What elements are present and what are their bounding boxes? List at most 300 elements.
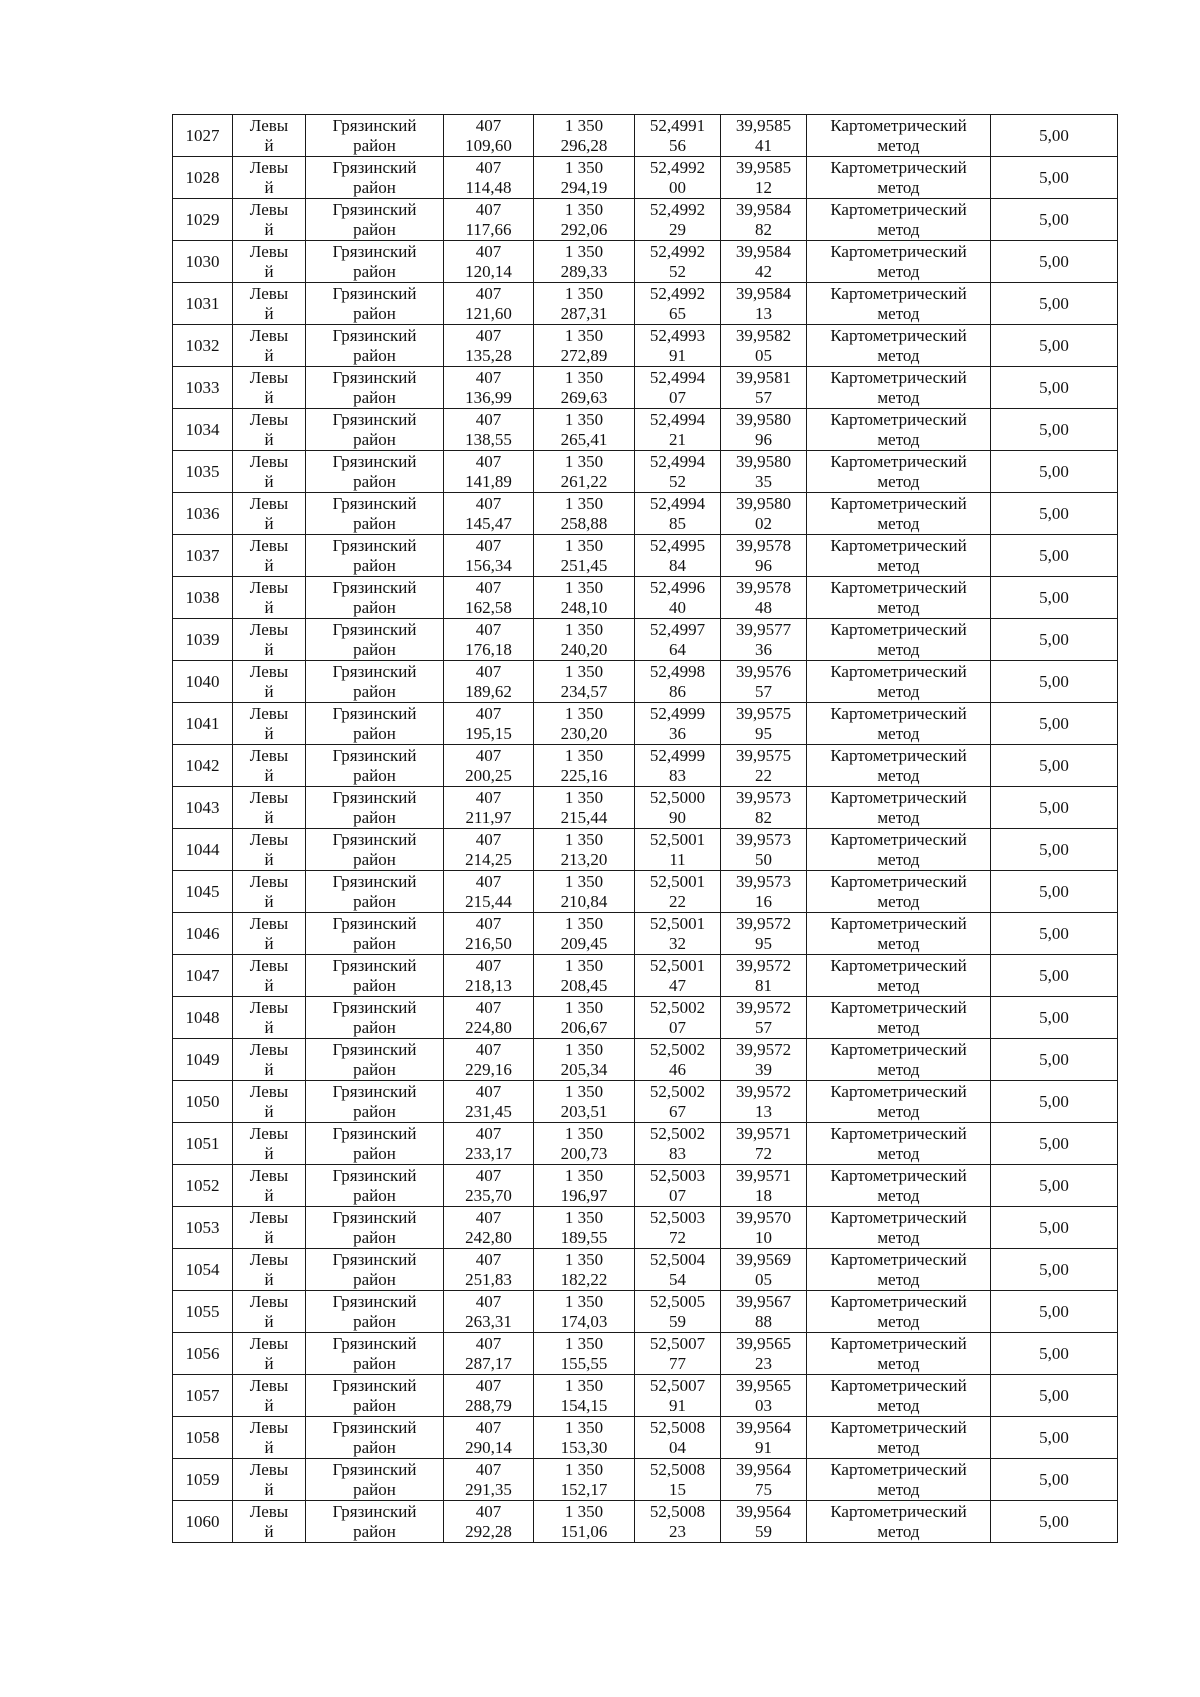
longitude-cell-line: 39,9575: [735, 703, 792, 723]
longitude-cell-line: 39,9573: [735, 829, 792, 849]
latitude-cell-line: 23: [669, 1521, 686, 1541]
y-coordinate-cell-line: 154,15: [560, 1395, 608, 1415]
table-row: [173, 661, 1118, 703]
y-coordinate-cell-line: 1 350: [564, 745, 604, 765]
accuracy-cell: 5,00: [991, 703, 1118, 745]
method-cell-line: Картометрический: [830, 661, 967, 681]
district-cell-line: Грязинский: [332, 745, 417, 765]
x-coordinate-cell: [444, 1039, 534, 1081]
longitude-cell-line: 05: [755, 345, 772, 365]
method-cell-line: Картометрический: [830, 325, 967, 345]
longitude-cell-line: 39,9569: [735, 1249, 792, 1269]
method-cell-line: Картометрический: [830, 1165, 967, 1185]
district-cell-line: район: [353, 891, 396, 911]
district-cell-line: район: [353, 849, 396, 869]
side-cell-line: Левы: [249, 325, 289, 345]
latitude-cell-line: 59: [669, 1311, 686, 1331]
point-number-cell: 1027: [173, 115, 233, 157]
method-cell-line: Картометрический: [830, 703, 967, 723]
point-number-cell: 1035: [173, 451, 233, 493]
side-cell: [233, 997, 306, 1039]
longitude-cell-line: 39,9581: [735, 367, 792, 387]
x-coordinate-cell-line: 156,34: [465, 555, 512, 575]
latitude-cell-line: 04: [669, 1437, 686, 1457]
longitude-cell-line: 02: [755, 513, 772, 533]
side-cell-line: Левы: [249, 871, 289, 891]
y-coordinate-cell: [534, 745, 635, 787]
latitude-cell-line: 52,5007: [649, 1375, 706, 1395]
y-coordinate-cell-line: 294,19: [560, 177, 608, 197]
longitude-cell-line: 96: [755, 429, 772, 449]
point-number-cell: 1038: [173, 577, 233, 619]
method-cell: [807, 871, 991, 913]
latitude-cell-line: 07: [669, 1185, 686, 1205]
district-cell: [306, 1081, 444, 1123]
y-coordinate-cell-line: 1 350: [564, 913, 604, 933]
district-cell: [306, 115, 444, 157]
latitude-cell-line: 83: [669, 1143, 686, 1163]
latitude-cell: [635, 955, 721, 997]
latitude-cell-line: 47: [669, 975, 686, 995]
x-coordinate-cell-line: 407: [475, 1123, 502, 1143]
method-cell-line: Картометрический: [830, 409, 967, 429]
point-number-cell: 1036: [173, 493, 233, 535]
table-row: [173, 451, 1118, 493]
latitude-cell-line: 90: [669, 807, 686, 827]
side-cell-line: й: [264, 387, 274, 407]
latitude-cell-line: 52: [669, 471, 686, 491]
y-coordinate-cell-line: 174,03: [560, 1311, 608, 1331]
table-row: [173, 1165, 1118, 1207]
x-coordinate-cell-line: 231,45: [465, 1101, 512, 1121]
method-cell: [807, 367, 991, 409]
side-cell-line: й: [264, 765, 274, 785]
side-cell-line: Левы: [249, 493, 289, 513]
x-coordinate-cell-line: 235,70: [465, 1185, 512, 1205]
x-coordinate-cell-line: 224,80: [465, 1017, 512, 1037]
y-coordinate-cell-line: 1 350: [564, 577, 604, 597]
x-coordinate-cell-line: 291,35: [465, 1479, 512, 1499]
latitude-cell-line: 83: [669, 765, 686, 785]
y-coordinate-cell: [534, 1291, 635, 1333]
side-cell-line: й: [264, 1311, 274, 1331]
x-coordinate-cell-line: 407: [475, 409, 502, 429]
latitude-cell-line: 56: [669, 135, 686, 155]
y-coordinate-cell: [534, 997, 635, 1039]
x-coordinate-cell-line: 215,44: [465, 891, 512, 911]
district-cell-line: Грязинский: [332, 703, 417, 723]
method-cell-line: метод: [877, 1521, 920, 1541]
y-coordinate-cell-line: 1 350: [564, 115, 604, 135]
longitude-cell-line: 05: [755, 1269, 772, 1289]
x-coordinate-cell-line: 407: [475, 1291, 502, 1311]
x-coordinate-cell: [444, 1333, 534, 1375]
x-coordinate-cell-line: 407: [475, 115, 502, 135]
latitude-cell-line: 91: [669, 345, 686, 365]
table-row: [173, 1039, 1118, 1081]
accuracy-cell: 5,00: [991, 283, 1118, 325]
x-coordinate-cell-line: 407: [475, 493, 502, 513]
accuracy-cell: 5,00: [991, 913, 1118, 955]
district-cell-line: Грязинский: [332, 493, 417, 513]
district-cell-line: Грязинский: [332, 1039, 417, 1059]
district-cell-line: Грязинский: [332, 1291, 417, 1311]
side-cell: [233, 1375, 306, 1417]
latitude-cell: [635, 241, 721, 283]
latitude-cell-line: 52,5002: [649, 1081, 706, 1101]
longitude-cell: [721, 283, 807, 325]
method-cell-line: Картометрический: [830, 1333, 967, 1353]
longitude-cell-line: 39,9564: [735, 1501, 792, 1521]
side-cell: [233, 703, 306, 745]
latitude-cell-line: 54: [669, 1269, 686, 1289]
table-row: [173, 577, 1118, 619]
latitude-cell-line: 52,5002: [649, 997, 706, 1017]
point-number-cell: 1031: [173, 283, 233, 325]
method-cell-line: Картометрический: [830, 283, 967, 303]
method-cell: [807, 955, 991, 997]
y-coordinate-cell-line: 210,84: [560, 891, 608, 911]
x-coordinate-cell: [444, 1501, 534, 1543]
district-cell: [306, 157, 444, 199]
table-row: [173, 955, 1118, 997]
method-cell-line: Картометрический: [830, 577, 967, 597]
side-cell-line: й: [264, 1101, 274, 1121]
district-cell: [306, 577, 444, 619]
x-coordinate-cell-line: 211,97: [465, 807, 512, 827]
longitude-cell: [721, 1081, 807, 1123]
district-cell-line: Грязинский: [332, 1123, 417, 1143]
y-coordinate-cell-line: 209,45: [560, 933, 608, 953]
x-coordinate-cell: [444, 535, 534, 577]
method-cell-line: метод: [877, 177, 920, 197]
latitude-cell: [635, 577, 721, 619]
latitude-cell-line: 11: [669, 849, 686, 869]
y-coordinate-cell-line: 261,22: [560, 471, 608, 491]
latitude-cell-line: 84: [669, 555, 686, 575]
longitude-cell: [721, 115, 807, 157]
district-cell-line: район: [353, 1143, 396, 1163]
x-coordinate-cell-line: 138,55: [465, 429, 512, 449]
side-cell-line: Левы: [249, 1333, 289, 1353]
side-cell-line: Левы: [249, 409, 289, 429]
latitude-cell-line: 52,5007: [649, 1333, 706, 1353]
district-cell-line: район: [353, 1017, 396, 1037]
method-cell: [807, 661, 991, 703]
point-number-cell: 1053: [173, 1207, 233, 1249]
accuracy-cell: 5,00: [991, 1165, 1118, 1207]
side-cell: [233, 1459, 306, 1501]
accuracy-cell: 5,00: [991, 997, 1118, 1039]
latitude-cell-line: 52,4992: [649, 199, 706, 219]
table-row: [173, 619, 1118, 661]
method-cell-line: метод: [877, 597, 920, 617]
side-cell-line: й: [264, 555, 274, 575]
side-cell-line: й: [264, 1227, 274, 1247]
latitude-cell-line: 52,5004: [649, 1249, 706, 1269]
x-coordinate-cell-line: 176,18: [465, 639, 512, 659]
longitude-cell-line: 82: [755, 219, 772, 239]
latitude-cell-line: 52,4997: [649, 619, 706, 639]
side-cell-line: й: [264, 1479, 274, 1499]
y-coordinate-cell: [534, 1207, 635, 1249]
latitude-cell: [635, 1039, 721, 1081]
side-cell-line: й: [264, 345, 274, 365]
table-row: [173, 1459, 1118, 1501]
side-cell-line: Левы: [249, 1249, 289, 1269]
side-cell-line: й: [264, 177, 274, 197]
district-cell: [306, 787, 444, 829]
x-coordinate-cell: [444, 1165, 534, 1207]
x-coordinate-cell: [444, 1375, 534, 1417]
method-cell-line: метод: [877, 891, 920, 911]
method-cell-line: Картометрический: [830, 619, 967, 639]
x-coordinate-cell: [444, 367, 534, 409]
y-coordinate-cell-line: 1 350: [564, 871, 604, 891]
method-cell: [807, 115, 991, 157]
x-coordinate-cell: [444, 829, 534, 871]
point-number-cell: 1056: [173, 1333, 233, 1375]
district-cell: [306, 955, 444, 997]
latitude-cell: [635, 1081, 721, 1123]
longitude-cell-line: 39,9580: [735, 493, 792, 513]
side-cell-line: Левы: [249, 157, 289, 177]
method-cell-line: Картометрический: [830, 1501, 967, 1521]
method-cell-line: Картометрический: [830, 493, 967, 513]
latitude-cell-line: 52,4998: [649, 661, 706, 681]
x-coordinate-cell-line: 407: [475, 703, 502, 723]
longitude-cell-line: 39,9572: [735, 913, 792, 933]
method-cell: [807, 1081, 991, 1123]
x-coordinate-cell-line: 135,28: [465, 345, 512, 365]
longitude-cell-line: 50: [755, 849, 772, 869]
latitude-cell-line: 52: [669, 261, 686, 281]
district-cell-line: Грязинский: [332, 1165, 417, 1185]
district-cell-line: район: [353, 177, 396, 197]
x-coordinate-cell-line: 407: [475, 661, 502, 681]
side-cell: [233, 619, 306, 661]
method-cell-line: метод: [877, 555, 920, 575]
longitude-cell-line: 42: [755, 261, 772, 281]
district-cell-line: район: [353, 975, 396, 995]
longitude-cell-line: 39,9565: [735, 1375, 792, 1395]
x-coordinate-cell-line: 233,17: [465, 1143, 512, 1163]
y-coordinate-cell: [534, 535, 635, 577]
longitude-cell-line: 13: [755, 303, 772, 323]
accuracy-cell: 5,00: [991, 1333, 1118, 1375]
y-coordinate-cell-line: 269,63: [560, 387, 608, 407]
method-cell-line: метод: [877, 471, 920, 491]
method-cell-line: метод: [877, 1143, 920, 1163]
longitude-cell-line: 36: [755, 639, 772, 659]
y-coordinate-cell-line: 1 350: [564, 829, 604, 849]
method-cell-line: Картометрический: [830, 1081, 967, 1101]
district-cell-line: Грязинский: [332, 619, 417, 639]
district-cell: [306, 745, 444, 787]
side-cell-line: Левы: [249, 955, 289, 975]
latitude-cell-line: 91: [669, 1395, 686, 1415]
side-cell-line: Левы: [249, 913, 289, 933]
longitude-cell-line: 82: [755, 807, 772, 827]
side-cell-line: Левы: [249, 1207, 289, 1227]
side-cell-line: й: [264, 1353, 274, 1373]
latitude-cell-line: 52,5001: [649, 871, 706, 891]
y-coordinate-cell: [534, 241, 635, 283]
longitude-cell-line: 39,9576: [735, 661, 792, 681]
method-cell-line: Картометрический: [830, 367, 967, 387]
accuracy-cell: 5,00: [991, 199, 1118, 241]
x-coordinate-cell-line: 407: [475, 787, 502, 807]
district-cell-line: Грязинский: [332, 283, 417, 303]
method-cell-line: метод: [877, 1437, 920, 1457]
y-coordinate-cell-line: 230,20: [560, 723, 608, 743]
x-coordinate-cell-line: 288,79: [465, 1395, 512, 1415]
longitude-cell-line: 39,9580: [735, 409, 792, 429]
side-cell-line: Левы: [249, 367, 289, 387]
side-cell-line: й: [264, 1143, 274, 1163]
y-coordinate-cell-line: 1 350: [564, 1249, 604, 1269]
point-number-cell: 1058: [173, 1417, 233, 1459]
side-cell-line: Левы: [249, 451, 289, 471]
side-cell-line: Левы: [249, 1291, 289, 1311]
longitude-cell: [721, 241, 807, 283]
x-coordinate-cell: [444, 493, 534, 535]
method-cell: [807, 787, 991, 829]
method-cell-line: Картометрический: [830, 1249, 967, 1269]
side-cell-line: й: [264, 1059, 274, 1079]
district-cell-line: район: [353, 1479, 396, 1499]
district-cell-line: Грязинский: [332, 1081, 417, 1101]
y-coordinate-cell: [534, 1081, 635, 1123]
y-coordinate-cell-line: 296,28: [560, 135, 608, 155]
table-row: [173, 829, 1118, 871]
district-cell: [306, 493, 444, 535]
x-coordinate-cell-line: 407: [475, 535, 502, 555]
side-cell-line: й: [264, 261, 274, 281]
side-cell-line: Левы: [249, 787, 289, 807]
accuracy-cell: 5,00: [991, 451, 1118, 493]
side-cell-line: Левы: [249, 241, 289, 261]
x-coordinate-cell-line: 200,25: [465, 765, 512, 785]
accuracy-cell: 5,00: [991, 577, 1118, 619]
latitude-cell: [635, 1417, 721, 1459]
latitude-cell-line: 52,4999: [649, 703, 706, 723]
district-cell-line: район: [353, 387, 396, 407]
district-cell-line: Грязинский: [332, 115, 417, 135]
district-cell: [306, 535, 444, 577]
district-cell-line: Грязинский: [332, 871, 417, 891]
method-cell-line: Картометрический: [830, 1039, 967, 1059]
latitude-cell-line: 15: [669, 1479, 686, 1499]
y-coordinate-cell-line: 272,89: [560, 345, 608, 365]
longitude-cell: [721, 997, 807, 1039]
method-cell: [807, 619, 991, 661]
method-cell-line: метод: [877, 1059, 920, 1079]
x-coordinate-cell-line: 407: [475, 325, 502, 345]
method-cell-line: Картометрический: [830, 997, 967, 1017]
method-cell-line: метод: [877, 429, 920, 449]
x-coordinate-cell: [444, 955, 534, 997]
latitude-cell: [635, 157, 721, 199]
side-cell: [233, 451, 306, 493]
method-cell-line: метод: [877, 1227, 920, 1247]
longitude-cell-line: 39,9572: [735, 1081, 792, 1101]
district-cell: [306, 241, 444, 283]
x-coordinate-cell: [444, 997, 534, 1039]
longitude-cell-line: 39,9571: [735, 1123, 792, 1143]
point-number-cell: 1050: [173, 1081, 233, 1123]
method-cell-line: метод: [877, 303, 920, 323]
longitude-cell-line: 95: [755, 723, 772, 743]
x-coordinate-cell-line: 136,99: [465, 387, 512, 407]
latitude-cell: [635, 115, 721, 157]
side-cell-line: Левы: [249, 997, 289, 1017]
side-cell: [233, 1501, 306, 1543]
longitude-cell-line: 96: [755, 555, 772, 575]
longitude-cell-line: 39,9564: [735, 1417, 792, 1437]
side-cell: [233, 913, 306, 955]
point-number-cell: 1046: [173, 913, 233, 955]
method-cell: [807, 199, 991, 241]
side-cell-line: й: [264, 513, 274, 533]
district-cell-line: район: [353, 513, 396, 533]
district-cell: [306, 1123, 444, 1165]
district-cell-line: Грязинский: [332, 157, 417, 177]
accuracy-cell: 5,00: [991, 661, 1118, 703]
accuracy-cell: 5,00: [991, 535, 1118, 577]
y-coordinate-cell-line: 1 350: [564, 1417, 604, 1437]
method-cell: [807, 1249, 991, 1291]
side-cell-line: Левы: [249, 1123, 289, 1143]
district-cell: [306, 1207, 444, 1249]
side-cell-line: й: [264, 429, 274, 449]
y-coordinate-cell-line: 1 350: [564, 1459, 604, 1479]
point-number-cell: 1041: [173, 703, 233, 745]
longitude-cell-line: 39,9585: [735, 157, 792, 177]
latitude-cell-line: 29: [669, 219, 686, 239]
longitude-cell-line: 39: [755, 1059, 772, 1079]
x-coordinate-cell-line: 114,48: [465, 177, 512, 197]
district-cell-line: Грязинский: [332, 1501, 417, 1521]
latitude-cell: [635, 619, 721, 661]
x-coordinate-cell-line: 109,60: [465, 135, 512, 155]
longitude-cell-line: 95: [755, 933, 772, 953]
method-cell: [807, 1291, 991, 1333]
longitude-cell: [721, 661, 807, 703]
accuracy-cell: 5,00: [991, 1291, 1118, 1333]
side-cell-line: й: [264, 1521, 274, 1541]
district-cell-line: район: [353, 345, 396, 365]
y-coordinate-cell: [534, 409, 635, 451]
x-coordinate-cell-line: 407: [475, 367, 502, 387]
y-coordinate-cell-line: 1 350: [564, 241, 604, 261]
latitude-cell: [635, 1375, 721, 1417]
longitude-cell-line: 88: [755, 1311, 772, 1331]
side-cell-line: й: [264, 1269, 274, 1289]
latitude-cell: [635, 1249, 721, 1291]
method-cell-line: метод: [877, 1101, 920, 1121]
x-coordinate-cell-line: 407: [475, 913, 502, 933]
x-coordinate-cell-line: 121,60: [465, 303, 512, 323]
side-cell: [233, 1249, 306, 1291]
district-cell: [306, 829, 444, 871]
x-coordinate-cell: [444, 115, 534, 157]
y-coordinate-cell-line: 153,30: [560, 1437, 608, 1457]
y-coordinate-cell-line: 196,97: [560, 1185, 608, 1205]
table-row: [173, 1501, 1118, 1543]
longitude-cell: [721, 1375, 807, 1417]
longitude-cell: [721, 1249, 807, 1291]
